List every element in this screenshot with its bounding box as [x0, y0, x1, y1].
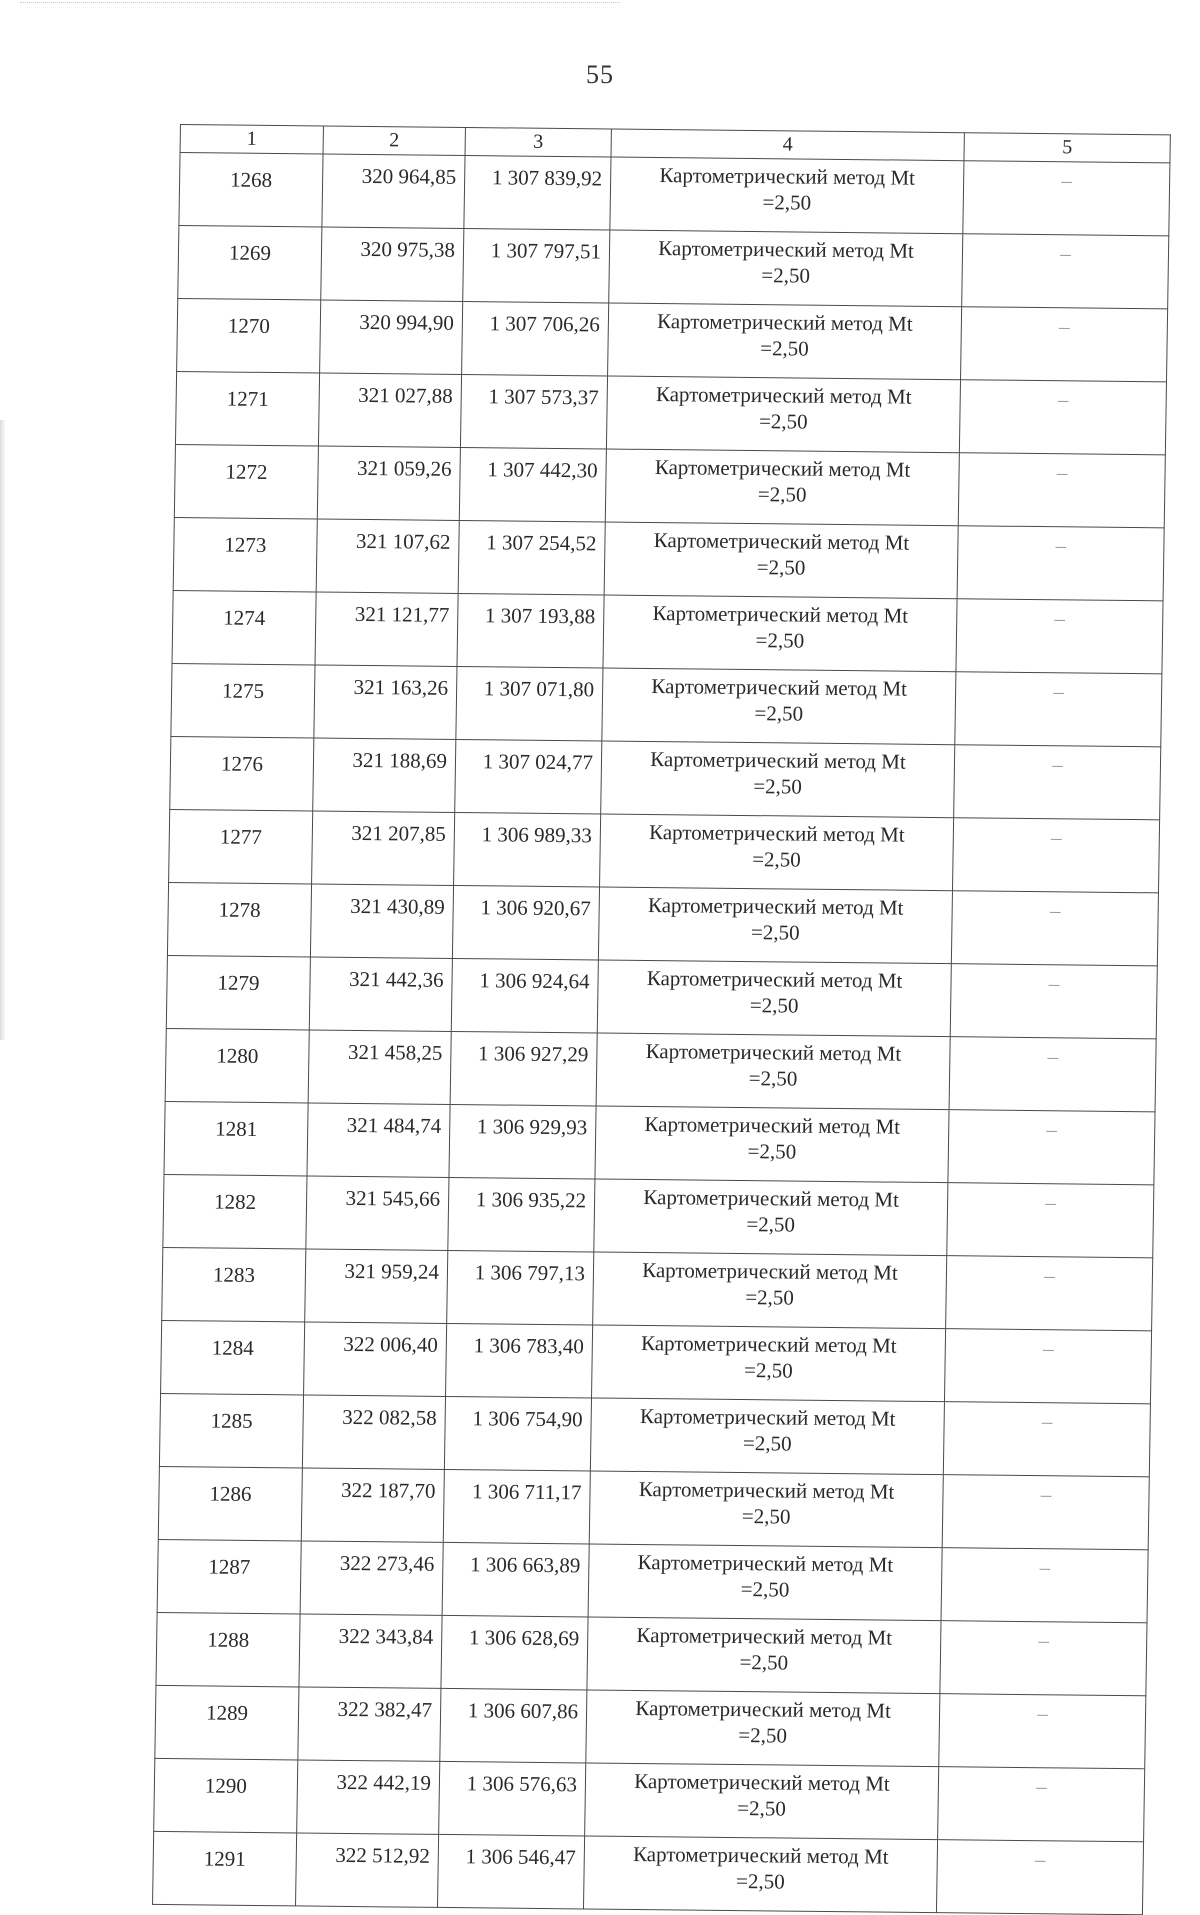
table-row — [173, 517, 1164, 600]
note-cell: – — [946, 1256, 1153, 1331]
point-number-cell: 1286 — [158, 1466, 302, 1540]
coordinates-table — [152, 124, 1171, 1915]
point-number-cell: 1289 — [155, 1685, 299, 1759]
method-cell — [605, 449, 959, 526]
note-cell: – — [951, 891, 1158, 966]
table-row — [161, 1320, 1152, 1403]
x-coordinate-cell: 320 994,90 — [320, 300, 463, 374]
note-cell: – — [936, 1840, 1143, 1915]
note-cell: – — [939, 1694, 1146, 1769]
x-coordinate-cell: 322 187,70 — [301, 1468, 444, 1542]
note-cell: – — [954, 745, 1161, 820]
method-accuracy: =2,50 — [747, 1139, 797, 1164]
method-accuracy: =2,50 — [745, 1285, 795, 1310]
note-cell: – — [948, 1110, 1155, 1185]
y-coordinate-cell: 1 307 573,37 — [460, 374, 607, 449]
note-cell: – — [962, 234, 1169, 309]
method-text: Картометрический метод Mt — [659, 163, 916, 190]
method-text: Картометрический метод Mt — [632, 1841, 889, 1869]
y-coordinate-cell: 1 306 628,69 — [441, 1615, 588, 1690]
method-text: Картометрический метод Mt — [637, 1549, 894, 1577]
note-cell: – — [940, 1621, 1147, 1696]
method-accuracy: =2,50 — [746, 1212, 796, 1237]
scan-artifact-left-edge — [0, 420, 5, 1040]
point-number-cell: 1291 — [153, 1831, 297, 1905]
method-cell — [595, 1106, 949, 1183]
table-row — [154, 1758, 1145, 1841]
x-coordinate-cell: 321 188,69 — [313, 738, 456, 812]
point-number-cell: 1284 — [161, 1320, 305, 1394]
table-row — [169, 809, 1160, 892]
note-cell: – — [959, 380, 1166, 455]
method-cell — [596, 1033, 950, 1110]
point-number-cell: 1270 — [177, 298, 321, 372]
x-coordinate-cell: 320 975,38 — [321, 227, 464, 301]
point-number-cell: 1273 — [173, 517, 317, 591]
x-coordinate-cell: 321 027,88 — [318, 373, 461, 447]
point-number-cell: 1274 — [172, 590, 316, 664]
method-accuracy: =2,50 — [760, 336, 809, 361]
method-text: Картометрический метод Mt — [654, 455, 911, 482]
note-cell: – — [944, 1329, 1151, 1404]
x-coordinate-cell: 322 082,58 — [302, 1395, 445, 1469]
method-text: Картометрический метод Mt — [652, 601, 909, 628]
x-coordinate-cell: 321 207,85 — [312, 811, 455, 885]
method-accuracy: =2,50 — [757, 482, 807, 507]
table-row — [165, 1028, 1156, 1111]
point-number-cell: 1279 — [166, 955, 310, 1029]
method-cell — [585, 1763, 939, 1840]
method-accuracy: =2,50 — [739, 1650, 789, 1675]
method-text: Картометрический метод Mt — [650, 747, 906, 774]
point-number-cell: 1277 — [169, 809, 313, 883]
method-accuracy: =2,50 — [749, 993, 799, 1018]
method-text: Картометрический метод Mt — [648, 820, 905, 847]
method-text: Картометрический метод Mt — [646, 965, 903, 993]
method-cell — [609, 230, 963, 307]
method-cell — [610, 157, 964, 234]
table-row — [171, 663, 1162, 746]
method-text: Картометрический метод Mt — [645, 1038, 902, 1066]
method-text: Картометрический метод Mt — [634, 1768, 890, 1796]
x-coordinate-cell: 321 107,62 — [316, 519, 459, 593]
method-text: Картометрический метод Mt — [635, 1695, 892, 1723]
y-coordinate-cell: 1 306 920,67 — [452, 885, 599, 960]
method-text: Картометрический метод Mt — [658, 236, 915, 263]
x-coordinate-cell: 321 959,24 — [305, 1249, 448, 1323]
table-row — [175, 371, 1166, 454]
method-text: Картометрический метод Mt — [643, 1184, 900, 1212]
method-cell — [587, 1617, 941, 1694]
method-cell — [601, 741, 955, 818]
note-cell: – — [955, 672, 1162, 747]
method-cell — [604, 522, 958, 599]
table-row — [167, 882, 1158, 965]
method-accuracy: =2,50 — [753, 774, 803, 799]
x-coordinate-cell: 321 442,36 — [309, 957, 452, 1031]
header-col-1: 1 — [180, 125, 323, 154]
y-coordinate-cell: 1 306 989,33 — [454, 812, 601, 887]
method-cell — [592, 1325, 946, 1402]
y-coordinate-cell: 1 306 929,93 — [449, 1104, 596, 1179]
note-cell: – — [961, 307, 1168, 382]
x-coordinate-cell: 321 121,77 — [315, 592, 458, 666]
note-cell: – — [963, 161, 1170, 236]
y-coordinate-cell: 1 306 797,13 — [447, 1250, 594, 1325]
method-accuracy: =2,50 — [742, 1431, 792, 1456]
note-cell: – — [957, 526, 1164, 601]
y-coordinate-cell: 1 307 254,52 — [458, 520, 605, 595]
method-cell — [602, 668, 956, 745]
y-coordinate-cell: 1 306 546,47 — [437, 1834, 584, 1909]
method-text: Картометрический метод Mt — [647, 892, 904, 920]
method-cell — [589, 1471, 943, 1548]
y-coordinate-cell: 1 307 442,30 — [459, 447, 606, 522]
method-text: Картометрический метод Mt — [656, 309, 913, 336]
x-coordinate-cell: 322 273,46 — [300, 1541, 443, 1615]
note-cell: – — [943, 1402, 1150, 1477]
table-row — [178, 226, 1169, 309]
header-col-2: 2 — [323, 126, 465, 155]
point-number-cell: 1281 — [164, 1101, 308, 1175]
method-text: Картометрический метод Mt — [651, 674, 908, 701]
method-cell — [606, 376, 960, 453]
scan-artifact-top — [20, 2, 620, 7]
point-number-cell: 1271 — [175, 371, 319, 445]
table-row — [156, 1612, 1147, 1695]
y-coordinate-cell: 1 306 576,63 — [439, 1761, 586, 1836]
x-coordinate-cell: 321 430,89 — [310, 884, 453, 958]
x-coordinate-cell: 320 964,85 — [322, 154, 465, 228]
point-number-cell: 1269 — [178, 226, 322, 300]
table-row — [158, 1466, 1149, 1549]
y-coordinate-cell: 1 307 706,26 — [462, 301, 609, 376]
table-row — [174, 444, 1165, 527]
point-number-cell: 1275 — [171, 663, 315, 737]
table-row — [163, 1174, 1154, 1257]
note-cell: – — [958, 453, 1165, 528]
y-coordinate-cell: 1 306 935,22 — [448, 1177, 595, 1252]
x-coordinate-cell: 322 343,84 — [299, 1614, 442, 1688]
method-cell — [594, 1179, 948, 1256]
method-cell — [586, 1690, 940, 1767]
table-row — [153, 1831, 1144, 1914]
method-text: Картометрический метод Mt — [642, 1257, 898, 1285]
method-text: Картометрический метод Mt — [638, 1476, 895, 1504]
y-coordinate-cell: 1 306 924,64 — [451, 958, 598, 1033]
y-coordinate-cell: 1 306 663,89 — [442, 1542, 589, 1617]
x-coordinate-cell: 322 442,19 — [297, 1760, 440, 1834]
method-cell — [583, 1836, 937, 1913]
point-number-cell: 1280 — [165, 1028, 309, 1102]
table-row — [179, 153, 1170, 236]
y-coordinate-cell: 1 307 071,80 — [456, 666, 603, 741]
note-cell: – — [949, 1037, 1156, 1112]
table-body — [153, 153, 1170, 1915]
note-cell: – — [941, 1548, 1148, 1623]
table-row — [170, 736, 1161, 819]
method-accuracy: =2,50 — [762, 190, 812, 215]
y-coordinate-cell: 1 307 797,51 — [463, 228, 610, 303]
method-cell — [598, 887, 952, 964]
point-number-cell: 1290 — [154, 1758, 298, 1832]
method-accuracy: =2,50 — [740, 1577, 790, 1602]
method-cell — [597, 960, 951, 1037]
method-accuracy: =2,50 — [754, 701, 804, 726]
note-cell: – — [942, 1475, 1149, 1550]
method-accuracy: =2,50 — [761, 263, 811, 288]
header-col-3: 3 — [465, 127, 611, 157]
method-accuracy: =2,50 — [743, 1358, 793, 1383]
method-accuracy: =2,50 — [751, 847, 801, 872]
x-coordinate-cell: 322 006,40 — [304, 1322, 447, 1396]
point-number-cell: 1282 — [163, 1174, 307, 1248]
y-coordinate-cell: 1 306 711,17 — [443, 1469, 590, 1544]
method-text: Картометрический метод Mt — [636, 1622, 893, 1650]
point-number-cell: 1276 — [170, 736, 314, 810]
method-accuracy: =2,50 — [756, 555, 806, 580]
method-text: Картометрический метод Mt — [640, 1330, 897, 1358]
point-number-cell: 1278 — [167, 882, 311, 956]
table-row — [157, 1539, 1148, 1622]
x-coordinate-cell: 321 059,26 — [317, 446, 460, 520]
note-cell: – — [947, 1183, 1154, 1258]
y-coordinate-cell: 1 306 927,29 — [450, 1031, 597, 1106]
table-row — [162, 1247, 1153, 1330]
method-accuracy: =2,50 — [735, 1869, 785, 1894]
method-accuracy: =2,50 — [755, 628, 805, 653]
point-number-cell: 1285 — [159, 1393, 303, 1467]
method-accuracy: =2,50 — [737, 1796, 787, 1821]
table-row — [159, 1393, 1150, 1476]
y-coordinate-cell: 1 306 607,86 — [440, 1688, 587, 1763]
note-cell: – — [952, 818, 1159, 893]
note-cell: – — [938, 1767, 1145, 1842]
x-coordinate-cell: 321 458,25 — [308, 1030, 451, 1104]
table-row — [172, 590, 1163, 673]
method-accuracy: =2,50 — [748, 1066, 798, 1091]
y-coordinate-cell: 1 307 839,92 — [464, 155, 611, 230]
method-cell — [588, 1544, 942, 1621]
x-coordinate-cell: 321 163,26 — [314, 665, 457, 739]
method-accuracy: =2,50 — [750, 920, 800, 945]
method-text: Картометрический метод Mt — [653, 528, 910, 555]
x-coordinate-cell: 321 545,66 — [306, 1176, 449, 1250]
x-coordinate-cell: 321 484,74 — [307, 1103, 450, 1177]
method-accuracy: =2,50 — [741, 1504, 791, 1529]
y-coordinate-cell: 1 307 024,77 — [455, 739, 602, 814]
table-row — [164, 1101, 1155, 1184]
table-row — [166, 955, 1157, 1038]
x-coordinate-cell: 322 382,47 — [298, 1687, 441, 1761]
point-number-cell: 1272 — [174, 444, 318, 518]
method-text: Картометрический метод Mt — [639, 1403, 896, 1431]
point-number-cell: 1283 — [162, 1247, 306, 1321]
table-row — [155, 1685, 1146, 1768]
method-text: Картометрический метод Mt — [655, 382, 912, 409]
method-accuracy: =2,50 — [758, 409, 808, 434]
page-number: 55 — [586, 60, 614, 89]
method-cell — [600, 814, 954, 891]
method-text: Картометрический метод Mt — [644, 1111, 901, 1139]
method-cell — [608, 303, 962, 380]
y-coordinate-cell: 1 307 193,88 — [457, 593, 604, 668]
y-coordinate-cell: 1 306 783,40 — [446, 1323, 593, 1398]
point-number-cell: 1287 — [157, 1539, 301, 1613]
note-cell: – — [950, 964, 1157, 1039]
method-cell — [590, 1398, 944, 1475]
method-cell — [603, 595, 957, 672]
table-row — [177, 298, 1168, 381]
header-col-5: 5 — [964, 133, 1170, 163]
method-cell — [593, 1252, 947, 1329]
method-accuracy: =2,50 — [738, 1723, 788, 1748]
x-coordinate-cell: 322 512,92 — [296, 1833, 439, 1907]
header-col-4: 4 — [611, 129, 964, 161]
point-number-cell: 1268 — [179, 153, 323, 227]
note-cell: – — [956, 599, 1163, 674]
y-coordinate-cell: 1 306 754,90 — [444, 1396, 591, 1471]
point-number-cell: 1288 — [156, 1612, 300, 1686]
